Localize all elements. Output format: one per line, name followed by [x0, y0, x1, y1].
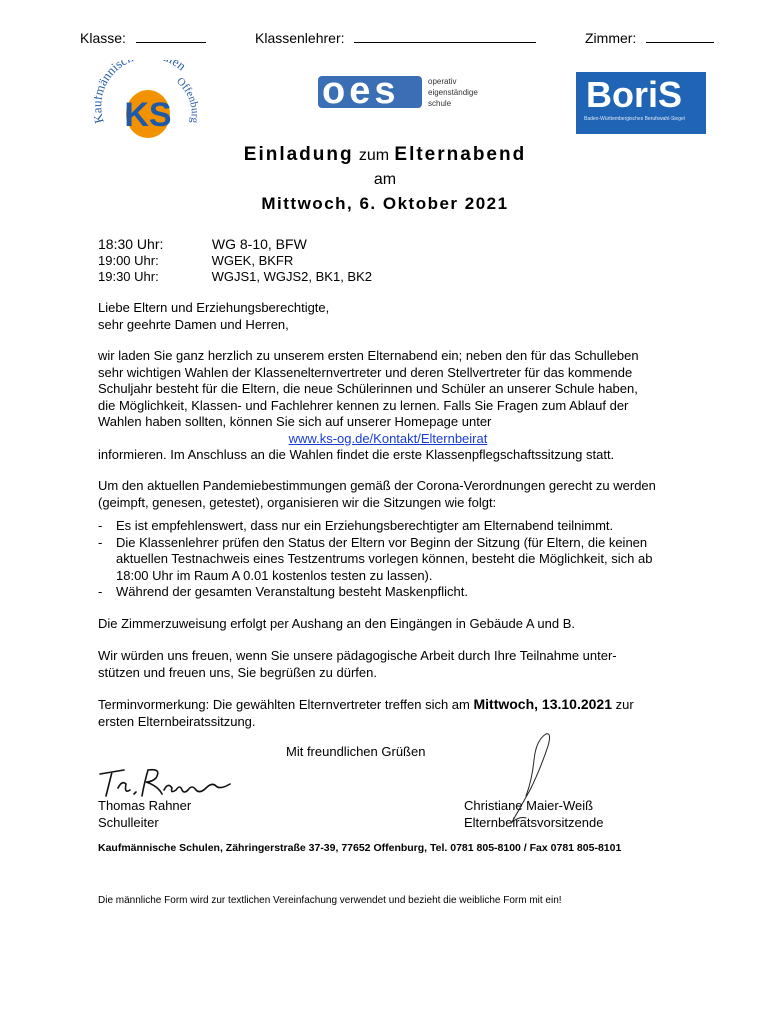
corona-line2: (geimpft, genesen, getestet), organisieren wir die Sitzungen wie folgt: [98, 494, 497, 510]
klasse-label: Klasse: [80, 30, 126, 46]
signatory-role: Schulleiter [98, 814, 159, 830]
schedule-row [98, 236, 372, 253]
signatory-left [98, 798, 191, 831]
title-zum: zum [358, 147, 390, 164]
intro-after-link: informieren. Im Anschluss an die Wahlen findet die erste Klassenpflegschaftssitzung statt. [98, 447, 615, 462]
bullet-line: aktuellen Testnachweis eines Testzentrums vorlegen können, besteht die Möglichkeit, sich ab [116, 551, 653, 566]
seal-letters: KS [124, 96, 172, 134]
klassenlehrer-field [255, 30, 536, 46]
corona-bullet-list [98, 518, 718, 601]
bullet-dash: - [98, 584, 103, 599]
bullet-line: 18:00 Uhr im Raum A 0.01 kostenlos testen zu lassen). [116, 567, 433, 583]
boris-subtitle: Baden-Württembergisches Berufswahl-Siegel [584, 116, 685, 122]
klasse-field [80, 30, 206, 46]
schedule-time: 19:00 Uhr: [98, 253, 159, 268]
page-title [0, 144, 770, 166]
schedule-classes: WGJS1, WGJS2, BK1, BK2 [211, 269, 373, 284]
bullet-dash: - [98, 534, 103, 550]
closing-line1: Wir würden uns freuen, wenn Sie unsere pädagogische Arbeit durch Ihre Teilnahme unter- [98, 648, 617, 663]
intro-line: wir laden Sie ganz herzlich zu unserem ersten Elternabend ein; neben den für das Schulleben [98, 348, 639, 363]
schedule-table [98, 236, 372, 285]
schedule-classes: WGEK, BKFR [211, 253, 294, 268]
greeting-line2: sehr geehrte Damen und Herren, [98, 316, 289, 332]
termin-line1 [98, 696, 718, 714]
klassenlehrer-label: Klassenlehrer: [255, 30, 345, 46]
schedule-time: 19:30 Uhr: [98, 269, 159, 284]
intro-line: sehr wichtigen Wahlen der Klassenelternvertreter und deren Stellvertreter für das kommende [98, 364, 633, 380]
intro-line: die Möglichkeit, Klassen- und Fachlehrer kennen zu lernen. Falls Sie Fragen zum Ablauf der [98, 397, 629, 413]
oes-caption-line3: schule [428, 99, 452, 108]
schedule-time: 18:30 Uhr: [98, 236, 164, 252]
footer-note: Die männliche Form wird zur textlichen Vereinfachung verwendet und bezieht die weibliche Form mit ein! [98, 895, 562, 906]
oes-letters: oes [322, 70, 400, 112]
regards: Mit freundlichen Grüßen [286, 744, 426, 759]
greeting [98, 300, 718, 333]
zimmer-field [585, 30, 714, 46]
termin-line2: ersten Elternbeiratssitzung. [98, 713, 256, 729]
boris-logo [576, 72, 706, 134]
bullet-line: Während der gesamten Veranstaltung besteht Maskenpflicht. [116, 584, 468, 599]
signatory-role: Elternbeiratsvorsitzende [464, 814, 604, 830]
event-date: Mittwoch, 6. Oktober 2021 [261, 194, 509, 213]
corona-line1: Um den aktuellen Pandemiebestimmungen gemäß der Corona-Verordnungen gerecht zu werden [98, 478, 656, 493]
oes-caption-line2: eigenständige [428, 88, 478, 97]
oes-caption-line1: operativ [428, 77, 457, 86]
intro-line: Wahlen haben sollten, können Sie sich auf unserer Homepage unter [98, 414, 492, 429]
footer-address: Kaufmännische Schulen, Zähringerstraße 37-39, 77652 Offenburg, Tel. 0781 805-8100 / Fax 0781 805-8101 [98, 842, 622, 854]
schedule-classes: WG 8-10, BFW [211, 236, 307, 252]
oes-logo [318, 70, 498, 112]
seal-city-text: Offenburg [174, 75, 201, 124]
bullet-item [98, 535, 718, 585]
bullet-line: Es ist empfehlenswert, dass nur ein Erziehungsberechtigter am Elternabend teilnimmt. [116, 518, 614, 533]
closing-paragraph [98, 648, 718, 681]
title-elternabend: Elternabend [394, 144, 527, 165]
title-am: am [373, 171, 397, 188]
title-einladung: Einladung [243, 144, 354, 165]
svg-text:Offenburg [174, 75, 201, 124]
signatory-name: Christiane Maier-Weiß [464, 798, 594, 813]
zimmer-label: Zimmer: [585, 30, 637, 46]
schedule-row [98, 253, 372, 269]
seal-arc-text: ännisc en [94, 60, 190, 89]
signatory-right [464, 798, 603, 831]
room-assignment: Die Zimmerzuweisung erfolgt per Aushang an den Eingängen in Gebäude A und B. [98, 616, 575, 631]
signature-rahner [96, 760, 246, 800]
intro-line: Schuljahr besteht für die Eltern, die neue Schülerinnen und Schüler an unserer Schule haben, [98, 381, 638, 396]
intro-paragraph [98, 348, 718, 464]
termin-suffix: zur [612, 697, 634, 712]
boris-text: BoriS [586, 74, 683, 115]
bullet-dash: - [98, 518, 103, 533]
zimmer-blank [646, 30, 714, 43]
bullet-item [98, 518, 718, 535]
greeting-line1: Liebe Eltern und Erziehungsberechtigte, [98, 300, 330, 315]
school-seal-logo [94, 60, 204, 148]
termin-prefix: Terminvormerkung: Die gewählten Elternvertreter treffen sich am [98, 697, 474, 712]
corona-paragraph [98, 478, 718, 511]
homepage-link-row [98, 431, 718, 448]
termin-date: Mittwoch, 13.10.2021 [473, 696, 612, 712]
closing-line2: stützen und freuen uns, Sie begrüßen zu dürfen. [98, 664, 377, 680]
bullet-item [98, 584, 718, 601]
termin-paragraph [98, 696, 718, 730]
klassenlehrer-blank [354, 30, 536, 43]
oes-caption [428, 76, 478, 109]
homepage-link[interactable]: www.ks-og.de/Kontakt/Elternbeirat [288, 430, 488, 446]
klasse-blank [136, 30, 206, 43]
schedule-row [98, 269, 372, 285]
signatory-name: Thomas Rahner [98, 798, 192, 813]
bullet-line: Die Klassenlehrer prüfen den Status der Eltern vor Beginn der Sitzung (für Eltern, die keinen [116, 534, 648, 550]
